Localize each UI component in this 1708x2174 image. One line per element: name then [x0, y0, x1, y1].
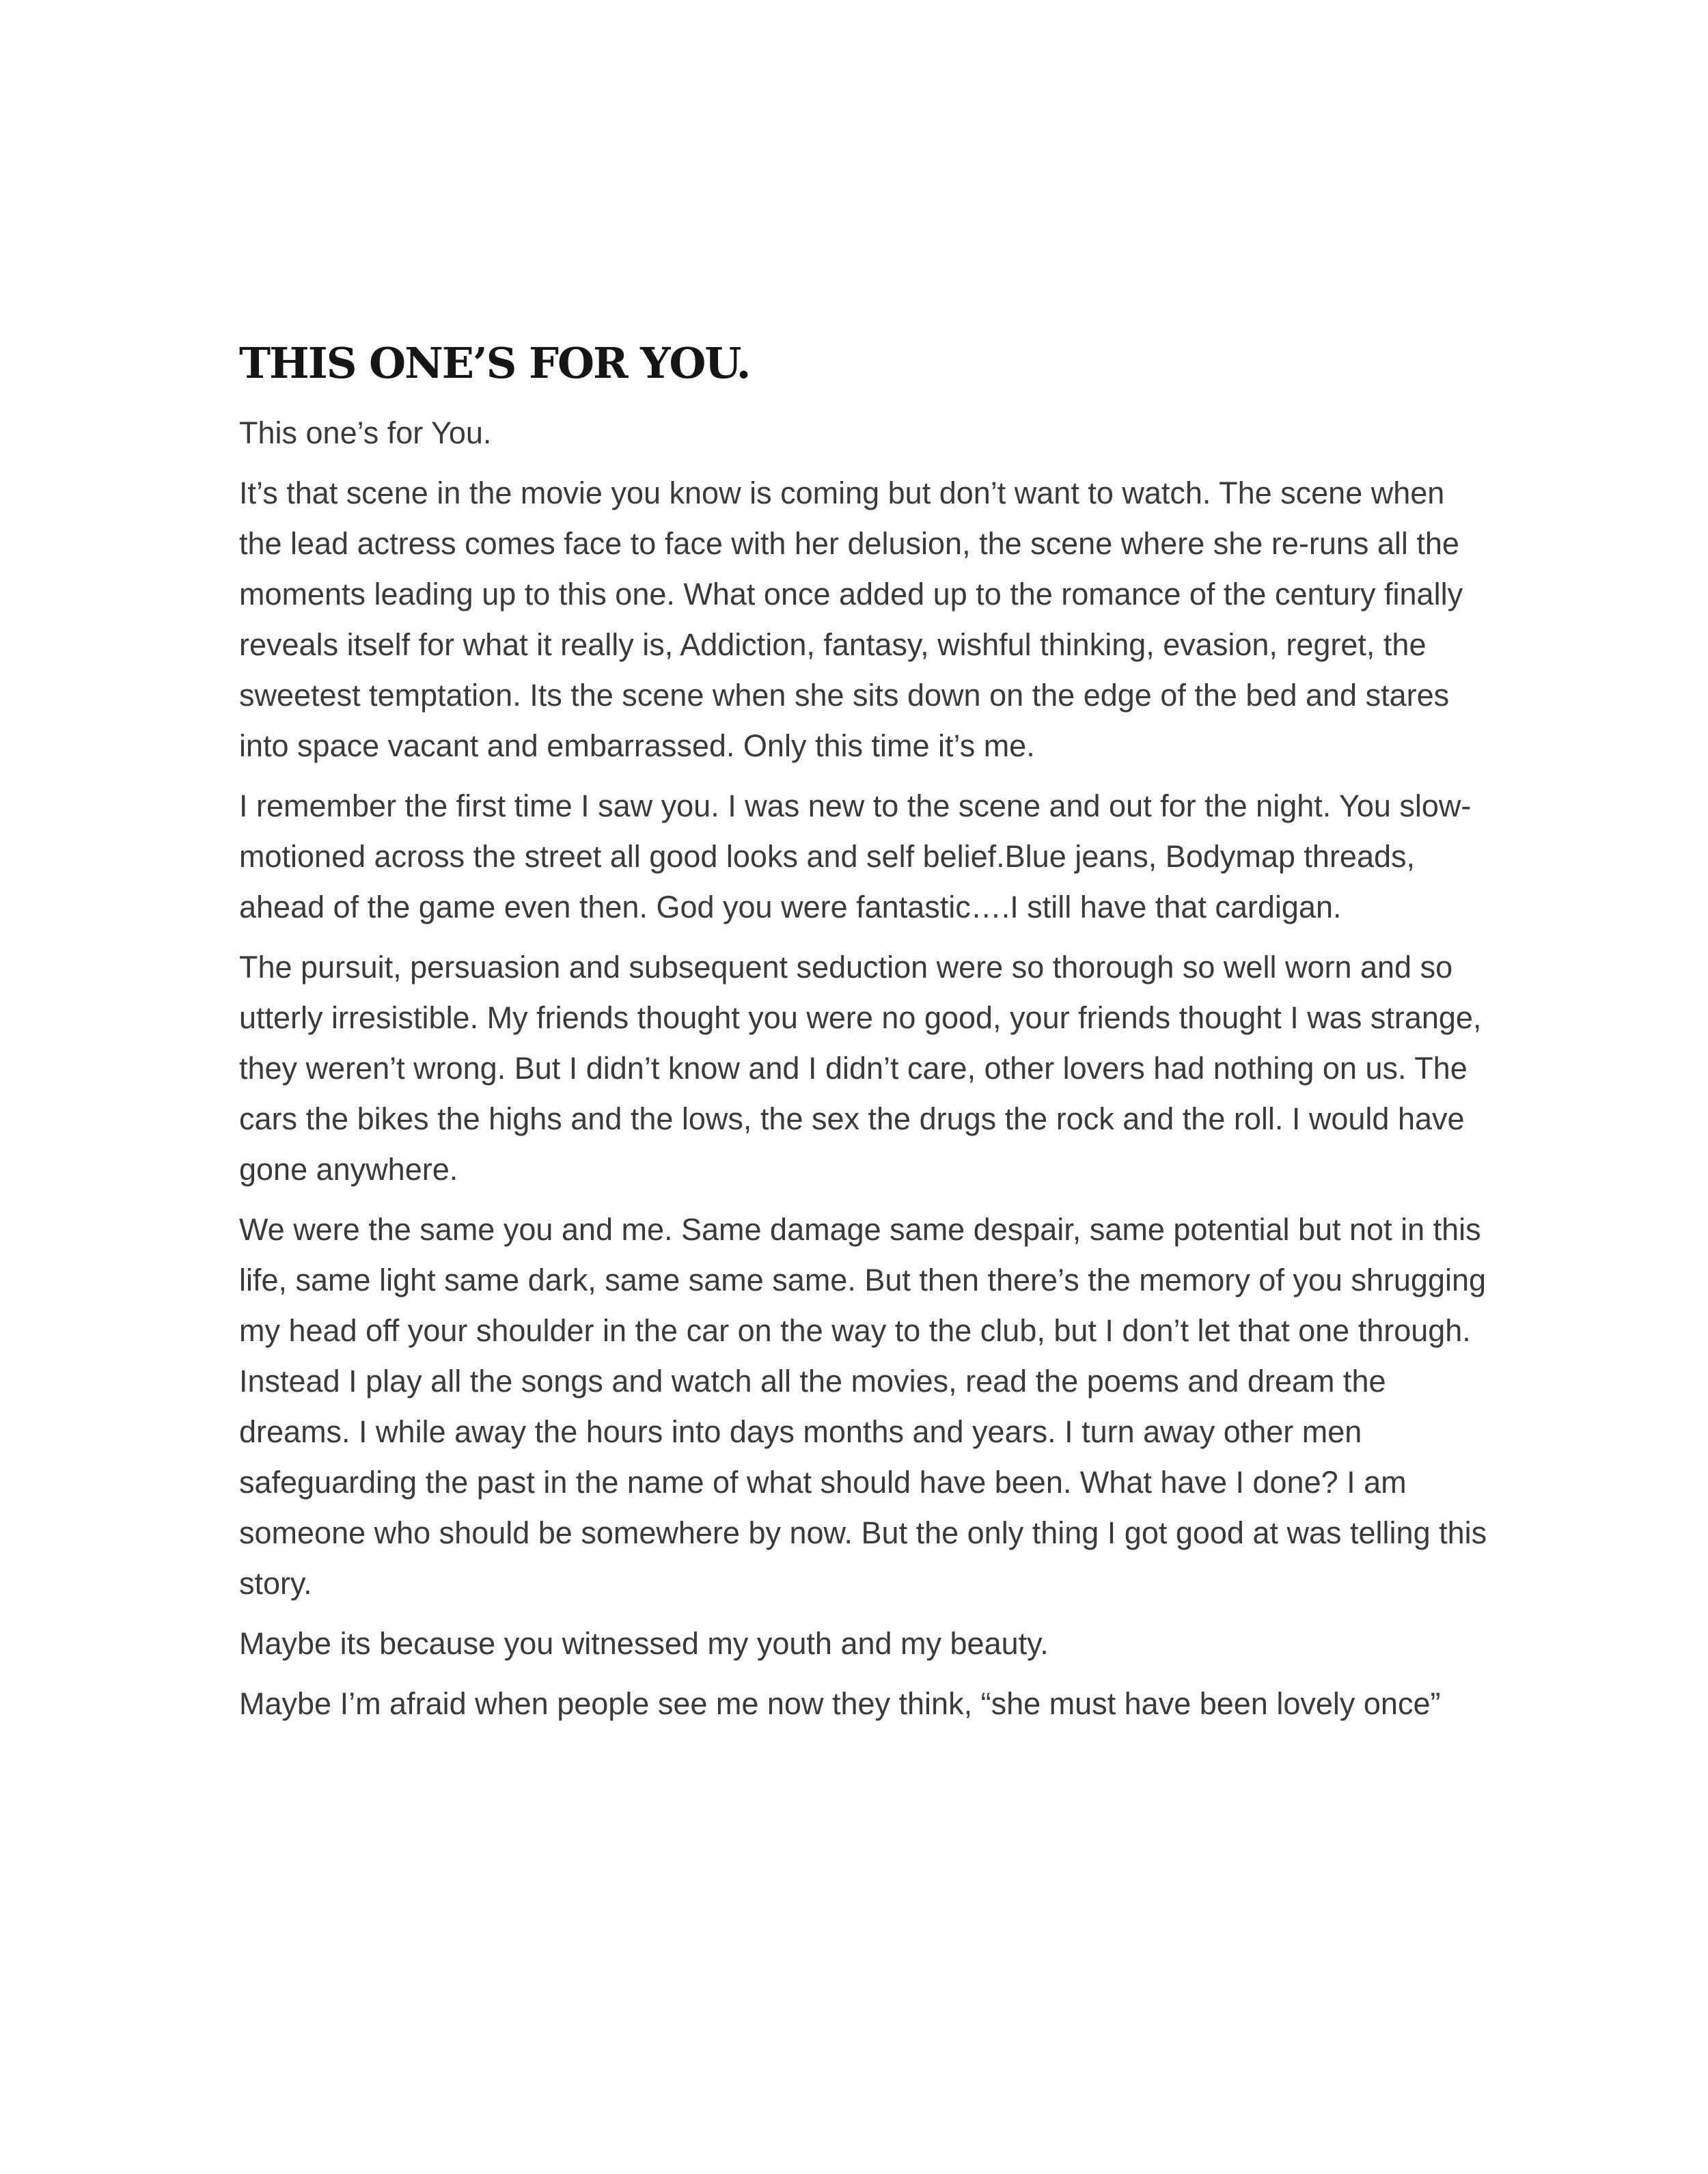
document-content: [239, 339, 1489, 1739]
paragraph-same-you-and-me: We were the same you and me. Same damage same despair, same potential but not in this life, same light same dark, same same same. But then there’s the memory of you shrugging my head off your shoulder in the car on the way to the club, but I don’t let that one through. Instead I play all the songs and watch all the movies, read the poems and dream the dreams. I while away the hours into days months and years. I turn away other men safeguarding the past in the name of what should have been. What have I done? I am someone who should be somewhere by now. But the only thing I got good at was telling this story.: [239, 1212, 1487, 1601]
paragraph-youth-and-beauty: Maybe its because you witnessed my youth and my beauty.: [239, 1626, 1049, 1662]
paragraph-lovely-once: Maybe I’m afraid when people see me now they think, “she must have been lovely once”: [239, 1686, 1441, 1722]
paragraph-movie-scene: It’s that scene in the movie you know is coming but don’t want to watch. The scene when the lead actress comes face to face with her delusion, the scene where she re-runs all the moments leading up to this one. What once added up to the romance of the century finally reveals itself for what it really is, Addiction, fantasy, wishful thinking, evasion, regret, the sweetest temptation. Its the scene when she sits down on the edge of the bed and stares into space vacant and embarrassed. Only this time it’s me.: [239, 476, 1463, 764]
document-title: THIS ONE’S FOR YOU.: [239, 338, 750, 388]
paragraph-first-sight: I remember the first time I saw you. I was new to the scene and out for the night. You slow-motioned across the street all good looks and self belief.Blue jeans, Bodymap threads, ahead of the game even then. God you were fantastic….I still have that cardigan.: [239, 788, 1472, 925]
paragraph-seduction: The pursuit, persuasion and subsequent seduction were so thorough so well worn and so utterly irresistible. My friends thought you were no good, your friends thought I was strange, they weren’t wrong. But I didn’t know and I didn’t care, other lovers had nothing on us. The cars the bikes the highs and the lows, the sex the drugs the rock and the roll. I would have gone anywhere.: [239, 950, 1482, 1187]
paragraph-intro: This one’s for You.: [239, 415, 492, 451]
